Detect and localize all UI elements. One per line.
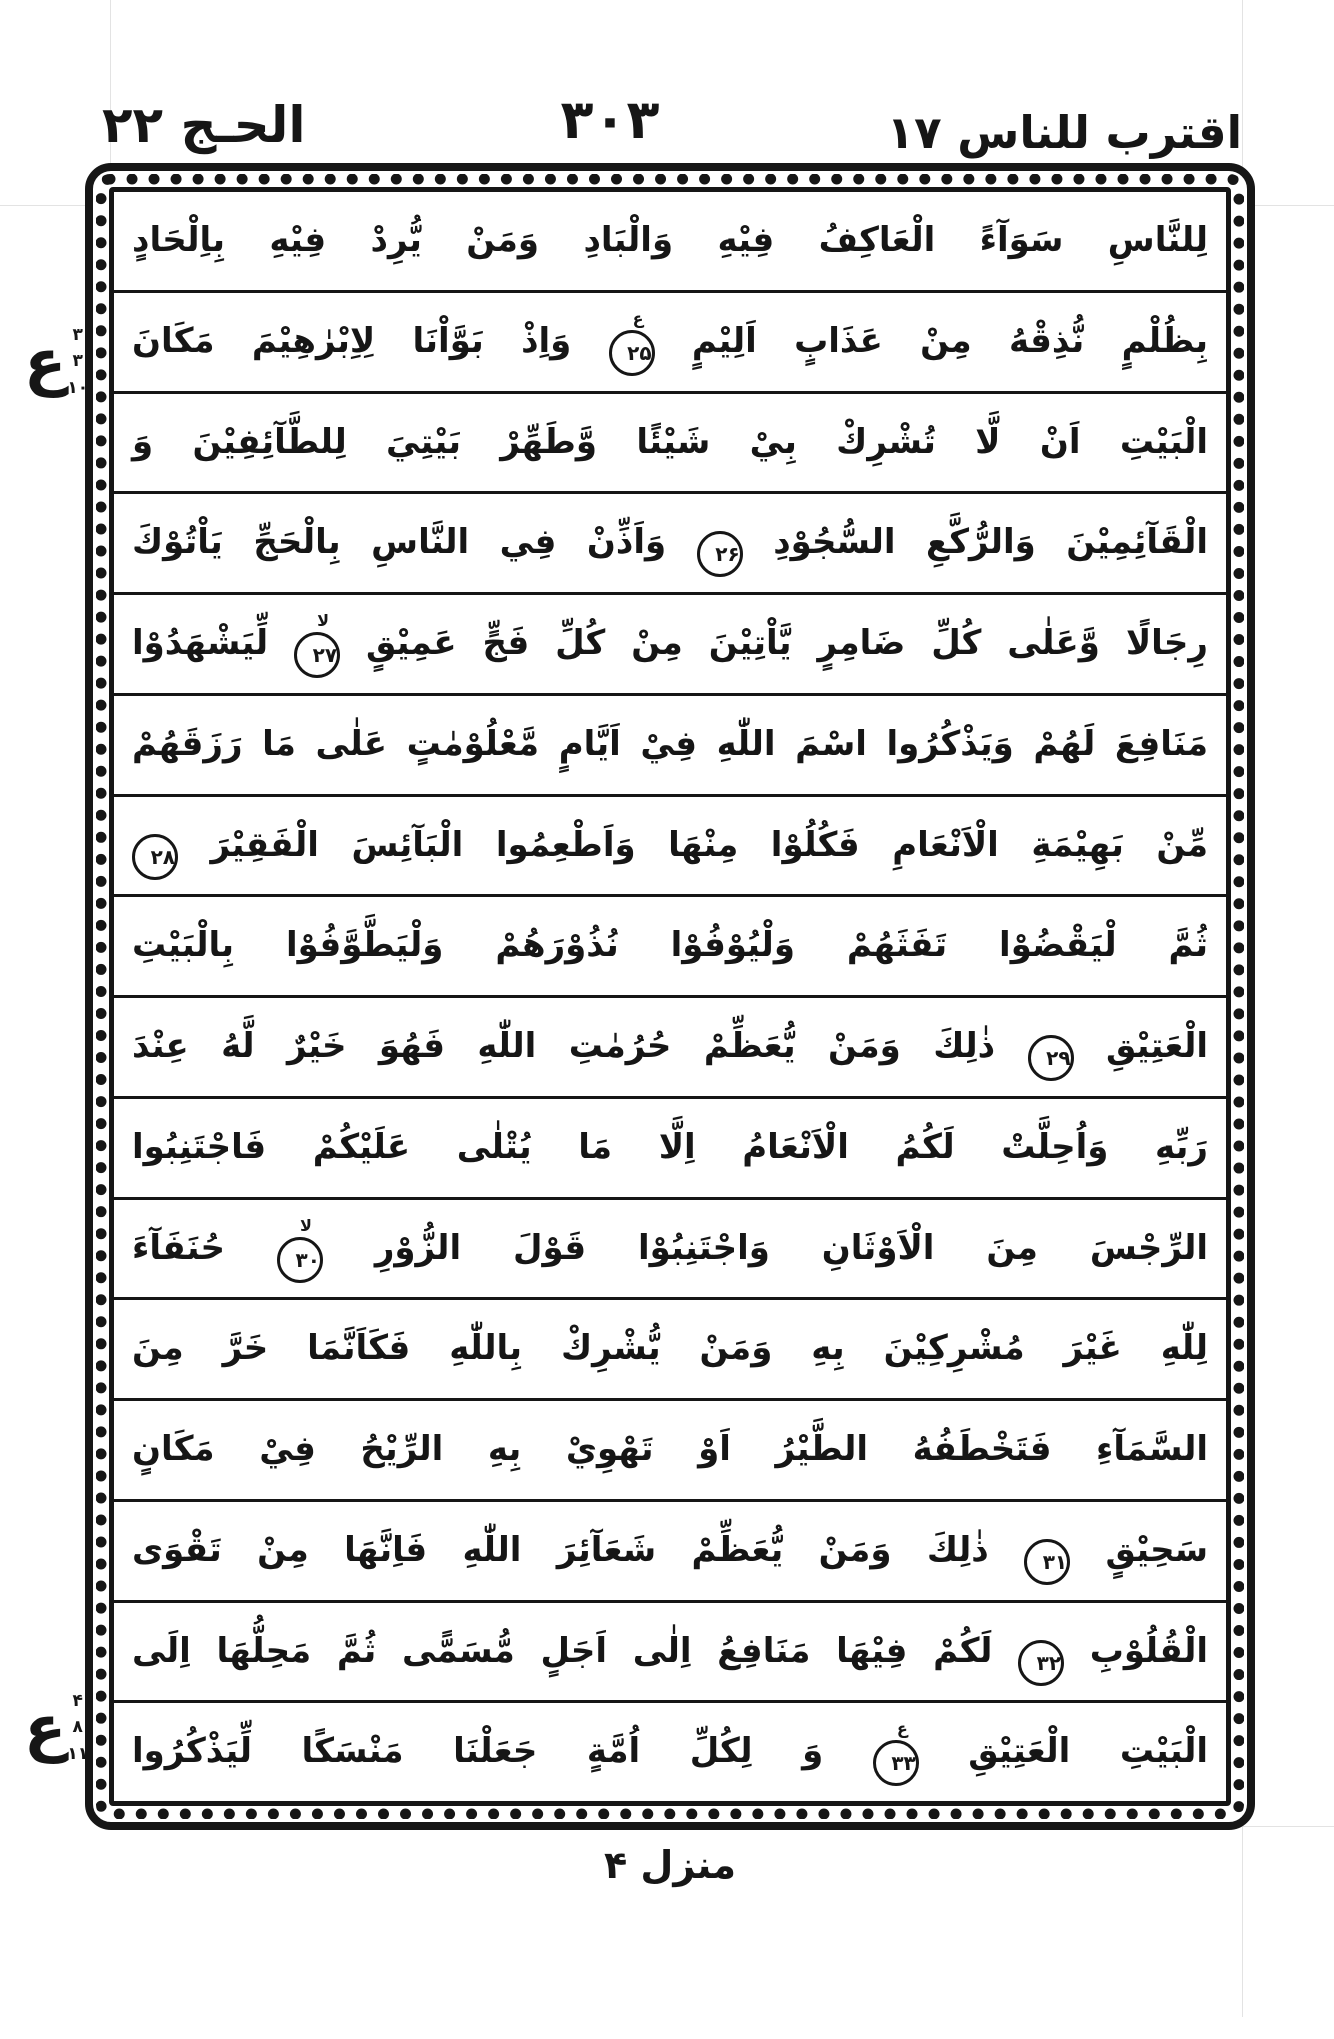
ruku-marker-1 — [24, 322, 88, 401]
quran-line-5: رِجَالًا وَّعَلٰى كُلِّ ضَامِرٍ يَّاْتِيْنَ مِنْ كُلِّ فَجٍّ عَمِيْقٍ لا ۲۷ لِّيَشْهَدُوْا — [114, 595, 1226, 696]
page-border-frame — [85, 163, 1255, 1830]
verse-marker: ع ۳۳ — [873, 1740, 919, 1786]
verse-marker: ع ۲۵ — [609, 330, 655, 376]
text-area — [109, 187, 1231, 1806]
verse-marker: لا ۲۷ — [294, 632, 340, 678]
verse-marker: ۲۸ — [132, 834, 178, 880]
ruku-numbers: ۳ ۳ ۱۰ — [67, 325, 89, 398]
quran-line-2: بِظُلْمٍ نُّذِقْهُ مِنْ عَذَابٍ اَلِيْمٍ ع ۲۵ وَاِذْ بَوَّاْنَا لِاِبْرٰهِيْمَ مَكَانَ — [114, 293, 1226, 394]
quran-line-15: الْقُلُوْبِ ۳۲ لَكُمْ فِيْهَا مَنَافِعُ اِلٰى اَجَلٍ مُّسَمًّى ثُمَّ مَحِلُّهَا اِلَى — [114, 1603, 1226, 1704]
ruku-ain-glyph: ع — [24, 324, 67, 398]
page-guide-line-bottom — [1242, 1826, 1334, 1827]
manzil-label: منزل ۴ — [603, 1843, 737, 1887]
quran-line-13: السَّمَآءِ فَتَخْطَفُهُ الطَّيْرُ اَوْ تَهْوِيْ بِهِ الرِّيْحُ فِيْ مَكَانٍ — [114, 1401, 1226, 1502]
quran-line-11: الرِّجْسَ مِنَ الْاَوْثَانِ وَاجْتَنِبُوْا قَوْلَ الزُّوْرِ لا ۳۰ حُنَفَآءَ — [114, 1200, 1226, 1301]
quran-line-7: مِّنْ بَهِيْمَةِ الْاَنْعَامِ فَكُلُوْا مِنْهَا وَاَطْعِمُوا الْبَآئِسَ الْفَقِيْرَ ۲۸ — [114, 797, 1226, 898]
border-diamond-band — [96, 174, 1244, 1819]
ruku-numbers: ۴ ۸ ۱۱ — [67, 1691, 89, 1764]
verse-marker: ۳۲ — [1018, 1640, 1064, 1686]
quran-line-10: رَبِّهِ وَاُحِلَّتْ لَكُمُ الْاَنْعَامُ اِلَّا مَا يُتْلٰى عَلَيْكُمْ فَاجْتَنِبُوا — [114, 1099, 1226, 1200]
quran-line-8: ثُمَّ لْيَقْضُوْا تَفَثَهُمْ وَلْيُوْفُوْا نُذُوْرَهُمْ وَلْيَطَّوَّفُوْا بِالْبَيْتِ — [114, 897, 1226, 998]
page-number: ۳۰۳ — [560, 88, 660, 151]
quran-line-3: الْبَيْتِ اَنْ لَّا تُشْرِكْ بِيْ شَيْئًا وَّطَهِّرْ بَيْتِيَ لِلطَّآئِفِيْنَ وَ — [114, 394, 1226, 495]
quran-line-6: مَنَافِعَ لَهُمْ وَيَذْكُرُوا اسْمَ اللّٰهِ فِيْ اَيَّامٍ مَّعْلُوْمٰتٍ عَلٰى مَا رَزَقَهُمْ — [114, 696, 1226, 797]
quran-line-9: الْعَتِيْقِ ۲۹ ذٰلِكَ وَمَنْ يُّعَظِّمْ حُرُمٰتِ اللّٰهِ فَهُوَ خَيْرٌ لَّهُ عِنْدَ — [114, 998, 1226, 1099]
verse-marker: ۲۶ — [697, 531, 743, 577]
quran-line-4: الْقَآئِمِيْنَ وَالرُّكَّعِ السُّجُوْدِ ۲۶ وَاَذِّنْ فِي النَّاسِ بِالْحَجِّ يَاْتُوْكَ — [114, 494, 1226, 595]
verse-marker: ۳۱ — [1024, 1539, 1070, 1585]
ruku-marker-2 — [24, 1688, 88, 1767]
quran-line-12: لِلّٰهِ غَيْرَ مُشْرِكِيْنَ بِهِ وَمَنْ يُّشْرِكْ بِاللّٰهِ فَكَاَنَّمَا خَرَّ مِنَ — [114, 1300, 1226, 1401]
verse-marker: لا ۳۰ — [277, 1237, 323, 1283]
quran-line-16: الْبَيْتِ الْعَتِيْقِ ع ۳۳ وَ لِكُلِّ اُمَّةٍ جَعَلْنَا مَنْسَكًا لِّيَذْكُرُوا — [114, 1703, 1226, 1801]
quran-line-14: سَحِيْقٍ ۳۱ ذٰلِكَ وَمَنْ يُّعَظِّمْ شَعَآئِرَ اللّٰهِ فَاِنَّهَا مِنْ تَقْوَى — [114, 1502, 1226, 1603]
surah-name-label: الحـج ۲۲ — [102, 96, 306, 154]
quran-line-1: لِلنَّاسِ سَوَآءً الْعَاكِفُ فِيْهِ وَالْبَادِ وَمَنْ يُّرِدْ فِيْهِ بِاِلْحَادٍ — [114, 192, 1226, 293]
ruku-ain-glyph: ع — [24, 1690, 67, 1764]
verse-marker: ۲۹ — [1028, 1035, 1074, 1081]
juz-name-label: اقترب للناس ۱۷ — [886, 106, 1242, 159]
